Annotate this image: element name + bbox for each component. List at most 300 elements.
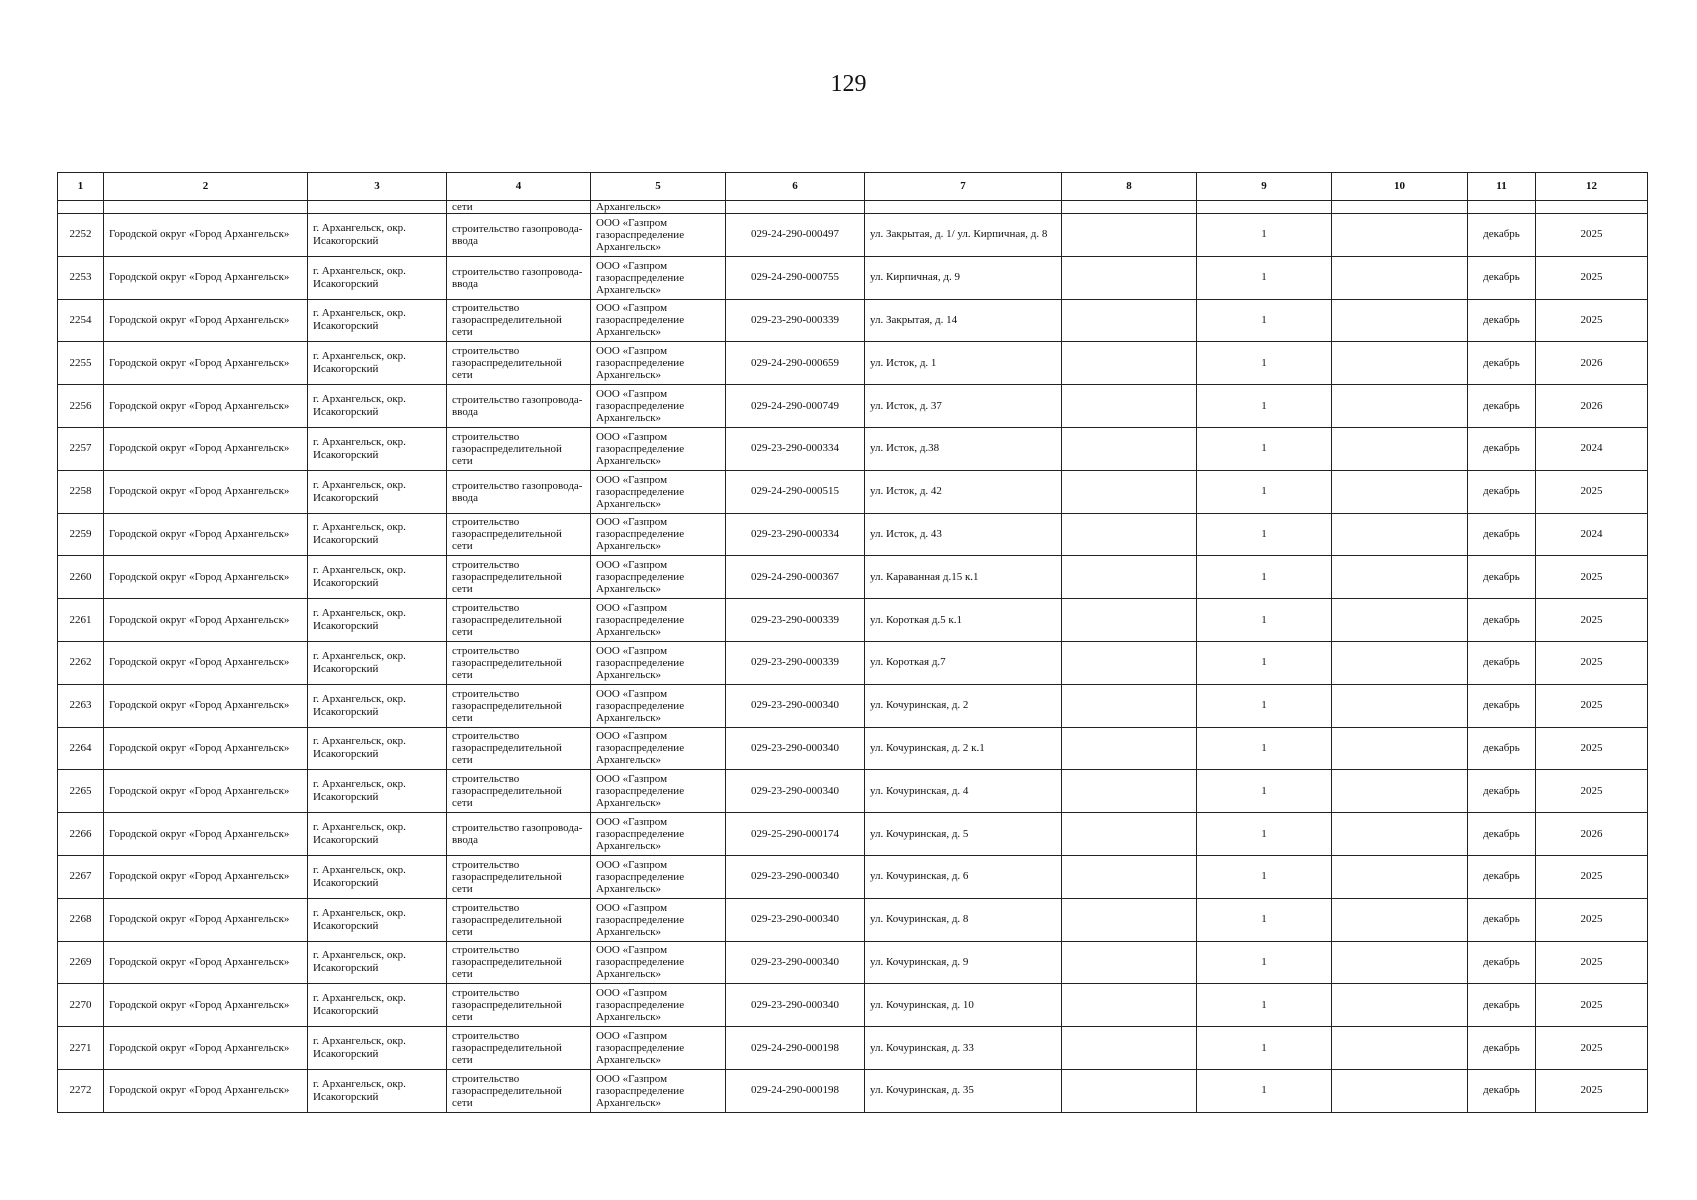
locality-cell: г. Архангельск, окр. Исакогорский — [308, 898, 447, 941]
object-code-cell: 029-23-290-000340 — [726, 941, 865, 984]
district-cell: Городской округ «Город Архангельск» — [104, 813, 308, 856]
work-type-cell: строительство газораспределительной сети — [447, 556, 591, 599]
table-row — [58, 770, 1648, 813]
month-cell: декабрь — [1468, 1027, 1536, 1070]
address-cell: ул. Исток, д. 1 — [865, 342, 1062, 385]
column-10-cell — [1332, 641, 1468, 684]
year-cell: 2024 — [1536, 513, 1648, 556]
address-cell: ул. Короткая д.7 — [865, 641, 1062, 684]
address-cell: ул. Кочуринская, д. 4 — [865, 770, 1062, 813]
organization-cell: ООО «Газпром газораспределение Архангельск» — [591, 1027, 726, 1070]
year-cell: 2025 — [1536, 214, 1648, 257]
work-type-cell: строительство газораспределительной сети — [447, 427, 591, 470]
row-number-cell: 2263 — [58, 684, 104, 727]
organization-cell: ООО «Газпром газораспределение Архангельск» — [591, 898, 726, 941]
column-9-cell: 1 — [1197, 556, 1332, 599]
work-type-cell: строительство газораспределительной сети — [447, 1027, 591, 1070]
work-type-cell: строительство газопровода-ввода — [447, 385, 591, 428]
work-type-cell: строительство газопровода-ввода — [447, 813, 591, 856]
locality-cell: г. Архангельск, окр. Исакогорский — [308, 1027, 447, 1070]
column-8-cell — [1062, 256, 1197, 299]
column-8-cell — [1062, 641, 1197, 684]
address-cell: ул. Исток, д. 42 — [865, 470, 1062, 513]
organization-cell: ООО «Газпром газораспределение Архангельск» — [591, 813, 726, 856]
column-9-cell: 1 — [1197, 513, 1332, 556]
year-cell: 2026 — [1536, 813, 1648, 856]
year-cell: 2026 — [1536, 385, 1648, 428]
locality-cell: г. Архангельск, окр. Исакогорский — [308, 855, 447, 898]
header-cell: 1 — [58, 173, 104, 201]
header-cell: 12 — [1536, 173, 1648, 201]
organization-cell: ООО «Газпром газораспределение Архангельск» — [591, 342, 726, 385]
address-cell: ул. Кочуринская, д. 35 — [865, 1069, 1062, 1112]
year-cell: 2025 — [1536, 684, 1648, 727]
column-9-cell: 1 — [1197, 1027, 1332, 1070]
work-type-cell: строительство газораспределительной сети — [447, 1069, 591, 1112]
table-row — [58, 898, 1648, 941]
month-cell: декабрь — [1468, 941, 1536, 984]
work-type-cell: строительство газораспределительной сети — [447, 641, 591, 684]
organization-cell: ООО «Газпром газораспределение Архангельск» — [591, 1069, 726, 1112]
row-number-cell: 2258 — [58, 470, 104, 513]
table-row — [58, 556, 1648, 599]
locality-cell: г. Архангельск, окр. Исакогорский — [308, 727, 447, 770]
locality-cell: г. Архангельск, окр. Исакогорский — [308, 1069, 447, 1112]
object-code-cell: 029-24-290-000515 — [726, 470, 865, 513]
cell — [58, 201, 104, 214]
district-cell: Городской округ «Город Архангельск» — [104, 898, 308, 941]
object-code-cell: 029-24-290-000749 — [726, 385, 865, 428]
table-row — [58, 984, 1648, 1027]
address-cell: ул. Кочуринская, д. 8 — [865, 898, 1062, 941]
column-9-cell: 1 — [1197, 214, 1332, 257]
month-cell: декабрь — [1468, 599, 1536, 642]
object-code-cell: 029-23-290-000340 — [726, 984, 865, 1027]
table-row — [58, 256, 1648, 299]
row-number-cell: 2270 — [58, 984, 104, 1027]
address-cell: ул. Кирпичная, д. 9 — [865, 256, 1062, 299]
work-type-cell: строительство газораспределительной сети — [447, 898, 591, 941]
table-row — [58, 641, 1648, 684]
district-cell: Городской округ «Город Архангельск» — [104, 770, 308, 813]
district-cell: Городской округ «Город Архангельск» — [104, 385, 308, 428]
row-number-cell: 2265 — [58, 770, 104, 813]
column-8-cell — [1062, 984, 1197, 1027]
column-8-cell — [1062, 727, 1197, 770]
year-cell: 2024 — [1536, 427, 1648, 470]
column-10-cell — [1332, 941, 1468, 984]
column-10-cell — [1332, 214, 1468, 257]
work-type-cell: строительство газораспределительной сети — [447, 855, 591, 898]
organization-cell: ООО «Газпром газораспределение Архангельск» — [591, 684, 726, 727]
column-10-cell — [1332, 342, 1468, 385]
locality-cell: г. Архангельск, окр. Исакогорский — [308, 470, 447, 513]
organization-cell: ООО «Газпром газораспределение Архангельск» — [591, 855, 726, 898]
locality-cell: г. Архангельск, окр. Исакогорский — [308, 770, 447, 813]
row-number-cell: 2255 — [58, 342, 104, 385]
district-cell: Городской округ «Город Архангельск» — [104, 984, 308, 1027]
year-cell: 2025 — [1536, 984, 1648, 1027]
column-8-cell — [1062, 513, 1197, 556]
column-10-cell — [1332, 1069, 1468, 1112]
column-10-cell — [1332, 513, 1468, 556]
cell — [865, 201, 1062, 214]
month-cell: декабрь — [1468, 470, 1536, 513]
cell — [1062, 201, 1197, 214]
cell: Архангельск» — [591, 201, 726, 214]
column-9-cell: 1 — [1197, 599, 1332, 642]
header-cell: 3 — [308, 173, 447, 201]
column-9-cell: 1 — [1197, 299, 1332, 342]
column-8-cell — [1062, 299, 1197, 342]
year-cell: 2025 — [1536, 727, 1648, 770]
column-10-cell — [1332, 770, 1468, 813]
column-8-cell — [1062, 684, 1197, 727]
month-cell: декабрь — [1468, 513, 1536, 556]
table-row — [58, 214, 1648, 257]
page-number: 129 — [830, 71, 867, 97]
table-row — [58, 941, 1648, 984]
organization-cell: ООО «Газпром газораспределение Архангельск» — [591, 513, 726, 556]
column-10-cell — [1332, 855, 1468, 898]
table-body — [58, 201, 1648, 1113]
header-cell: 10 — [1332, 173, 1468, 201]
district-cell: Городской округ «Город Архангельск» — [104, 556, 308, 599]
address-cell: ул. Караванная д.15 к.1 — [865, 556, 1062, 599]
table-row — [58, 599, 1648, 642]
month-cell: декабрь — [1468, 1069, 1536, 1112]
column-10-cell — [1332, 898, 1468, 941]
column-10-cell — [1332, 1027, 1468, 1070]
district-cell: Городской округ «Город Архангельск» — [104, 599, 308, 642]
organization-cell: ООО «Газпром газораспределение Архангельск» — [591, 727, 726, 770]
table-row — [58, 684, 1648, 727]
district-cell: Городской округ «Город Архангельск» — [104, 299, 308, 342]
table-row — [58, 427, 1648, 470]
column-10-cell — [1332, 684, 1468, 727]
month-cell: декабрь — [1468, 813, 1536, 856]
object-code-cell: 029-24-290-000497 — [726, 214, 865, 257]
column-9-cell: 1 — [1197, 941, 1332, 984]
organization-cell: ООО «Газпром газораспределение Архангельск» — [591, 427, 726, 470]
column-9-cell: 1 — [1197, 641, 1332, 684]
row-number-cell: 2267 — [58, 855, 104, 898]
column-10-cell — [1332, 470, 1468, 513]
work-type-cell: строительство газораспределительной сети — [447, 984, 591, 1027]
month-cell: декабрь — [1468, 855, 1536, 898]
district-cell: Городской округ «Город Архангельск» — [104, 684, 308, 727]
column-8-cell — [1062, 556, 1197, 599]
district-cell: Городской округ «Город Архангельск» — [104, 427, 308, 470]
year-cell: 2025 — [1536, 641, 1648, 684]
column-8-cell — [1062, 342, 1197, 385]
row-number-cell: 2261 — [58, 599, 104, 642]
work-type-cell: строительство газопровода-ввода — [447, 470, 591, 513]
header-cell: 5 — [591, 173, 726, 201]
object-code-cell: 029-23-290-000339 — [726, 599, 865, 642]
organization-cell: ООО «Газпром газораспределение Архангельск» — [591, 941, 726, 984]
month-cell: декабрь — [1468, 556, 1536, 599]
organization-cell: ООО «Газпром газораспределение Архангельск» — [591, 385, 726, 428]
column-8-cell — [1062, 813, 1197, 856]
column-8-cell — [1062, 427, 1197, 470]
organization-cell: ООО «Газпром газораспределение Архангельск» — [591, 984, 726, 1027]
table-row — [58, 813, 1648, 856]
column-8-cell — [1062, 898, 1197, 941]
address-cell: ул. Кочуринская, д. 5 — [865, 813, 1062, 856]
column-8-cell — [1062, 1069, 1197, 1112]
month-cell: декабрь — [1468, 641, 1536, 684]
object-code-cell: 029-25-290-000174 — [726, 813, 865, 856]
header-cell: 2 — [104, 173, 308, 201]
row-number-cell: 2269 — [58, 941, 104, 984]
column-10-cell — [1332, 984, 1468, 1027]
row-number-cell: 2262 — [58, 641, 104, 684]
column-8-cell — [1062, 470, 1197, 513]
column-9-cell: 1 — [1197, 385, 1332, 428]
column-8-cell — [1062, 599, 1197, 642]
district-cell: Городской округ «Город Архангельск» — [104, 855, 308, 898]
object-code-cell: 029-23-290-000339 — [726, 299, 865, 342]
address-cell: ул. Кочуринская, д. 6 — [865, 855, 1062, 898]
cell — [1468, 201, 1536, 214]
locality-cell: г. Архангельск, окр. Исакогорский — [308, 342, 447, 385]
locality-cell: г. Архангельск, окр. Исакогорский — [308, 385, 447, 428]
row-number-cell: 2260 — [58, 556, 104, 599]
year-cell: 2025 — [1536, 1027, 1648, 1070]
address-cell: ул. Кочуринская, д. 33 — [865, 1027, 1062, 1070]
row-number-cell: 2266 — [58, 813, 104, 856]
year-cell: 2025 — [1536, 470, 1648, 513]
table-row — [58, 342, 1648, 385]
month-cell: декабрь — [1468, 256, 1536, 299]
month-cell: декабрь — [1468, 385, 1536, 428]
column-8-cell — [1062, 941, 1197, 984]
work-type-cell: строительство газопровода-ввода — [447, 214, 591, 257]
row-number-cell: 2252 — [58, 214, 104, 257]
column-9-cell: 1 — [1197, 855, 1332, 898]
column-9-cell: 1 — [1197, 727, 1332, 770]
object-code-cell: 029-23-290-000340 — [726, 855, 865, 898]
organization-cell: ООО «Газпром газораспределение Архангельск» — [591, 470, 726, 513]
table-row — [58, 385, 1648, 428]
district-cell: Городской округ «Город Архангельск» — [104, 214, 308, 257]
district-cell: Городской округ «Город Архангельск» — [104, 342, 308, 385]
row-number-cell: 2264 — [58, 727, 104, 770]
month-cell: декабрь — [1468, 427, 1536, 470]
column-9-cell: 1 — [1197, 813, 1332, 856]
header-cell: 7 — [865, 173, 1062, 201]
header-cell: 8 — [1062, 173, 1197, 201]
row-number-cell: 2254 — [58, 299, 104, 342]
object-code-cell: 029-23-290-000340 — [726, 727, 865, 770]
locality-cell: г. Архангельск, окр. Исакогорский — [308, 556, 447, 599]
month-cell: декабрь — [1468, 727, 1536, 770]
district-cell: Городской округ «Город Архангельск» — [104, 641, 308, 684]
column-10-cell — [1332, 427, 1468, 470]
work-type-cell: строительство газопровода-ввода — [447, 256, 591, 299]
work-type-cell: строительство газораспределительной сети — [447, 342, 591, 385]
row-number-cell: 2268 — [58, 898, 104, 941]
locality-cell: г. Архангельск, окр. Исакогорский — [308, 513, 447, 556]
locality-cell: г. Архангельск, окр. Исакогорский — [308, 684, 447, 727]
object-code-cell: 029-23-290-000340 — [726, 684, 865, 727]
work-type-cell: строительство газораспределительной сети — [447, 684, 591, 727]
object-code-cell: 029-24-290-000367 — [726, 556, 865, 599]
district-cell: Городской округ «Город Архангельск» — [104, 256, 308, 299]
column-8-cell — [1062, 1027, 1197, 1070]
column-number-header — [58, 173, 1648, 201]
continuation-row — [58, 201, 1648, 214]
organization-cell: ООО «Газпром газораспределение Архангельск» — [591, 599, 726, 642]
column-10-cell — [1332, 813, 1468, 856]
address-cell: ул. Кочуринская, д. 2 — [865, 684, 1062, 727]
month-cell: декабрь — [1468, 214, 1536, 257]
address-cell: ул. Кочуринская, д. 10 — [865, 984, 1062, 1027]
object-code-cell: 029-23-290-000339 — [726, 641, 865, 684]
table-row — [58, 1027, 1648, 1070]
column-10-cell — [1332, 256, 1468, 299]
locality-cell: г. Архангельск, окр. Исакогорский — [308, 256, 447, 299]
work-type-cell: строительство газораспределительной сети — [447, 299, 591, 342]
address-cell: ул. Исток, д. 37 — [865, 385, 1062, 428]
row-number-cell: 2271 — [58, 1027, 104, 1070]
cell — [104, 201, 308, 214]
locality-cell: г. Архангельск, окр. Исакогорский — [308, 984, 447, 1027]
district-cell: Городской округ «Город Архангельск» — [104, 513, 308, 556]
organization-cell: ООО «Газпром газораспределение Архангельск» — [591, 214, 726, 257]
header-cell: 6 — [726, 173, 865, 201]
column-10-cell — [1332, 385, 1468, 428]
cell — [308, 201, 447, 214]
address-cell: ул. Исток, д. 43 — [865, 513, 1062, 556]
organization-cell: ООО «Газпром газораспределение Архангельск» — [591, 299, 726, 342]
locality-cell: г. Архангельск, окр. Исакогорский — [308, 299, 447, 342]
row-number-cell: 2253 — [58, 256, 104, 299]
row-number-cell: 2256 — [58, 385, 104, 428]
register-table — [57, 172, 1648, 1113]
column-8-cell — [1062, 214, 1197, 257]
row-number-cell: 2259 — [58, 513, 104, 556]
table-row — [58, 1069, 1648, 1112]
object-code-cell: 029-23-290-000340 — [726, 770, 865, 813]
locality-cell: г. Архангельск, окр. Исакогорский — [308, 813, 447, 856]
row-number-cell: 2272 — [58, 1069, 104, 1112]
month-cell: декабрь — [1468, 299, 1536, 342]
cell — [726, 201, 865, 214]
column-9-cell: 1 — [1197, 898, 1332, 941]
address-cell: ул. Короткая д.5 к.1 — [865, 599, 1062, 642]
header-cell: 9 — [1197, 173, 1332, 201]
organization-cell: ООО «Газпром газораспределение Архангельск» — [591, 770, 726, 813]
month-cell: декабрь — [1468, 984, 1536, 1027]
month-cell: декабрь — [1468, 342, 1536, 385]
column-9-cell: 1 — [1197, 342, 1332, 385]
object-code-cell: 029-23-290-000334 — [726, 513, 865, 556]
locality-cell: г. Архангельск, окр. Исакогорский — [308, 641, 447, 684]
year-cell: 2025 — [1536, 599, 1648, 642]
address-cell: ул. Закрытая, д. 14 — [865, 299, 1062, 342]
year-cell: 2025 — [1536, 898, 1648, 941]
object-code-cell: 029-24-290-000198 — [726, 1027, 865, 1070]
header-cell: 4 — [447, 173, 591, 201]
locality-cell: г. Архангельск, окр. Исакогорский — [308, 427, 447, 470]
cell — [1332, 201, 1468, 214]
year-cell: 2025 — [1536, 299, 1648, 342]
object-code-cell: 029-24-290-000198 — [726, 1069, 865, 1112]
column-9-cell: 1 — [1197, 427, 1332, 470]
month-cell: декабрь — [1468, 898, 1536, 941]
column-10-cell — [1332, 556, 1468, 599]
table-row — [58, 470, 1648, 513]
district-cell: Городской округ «Город Архангельск» — [104, 470, 308, 513]
table-row — [58, 299, 1648, 342]
work-type-cell: строительство газораспределительной сети — [447, 770, 591, 813]
year-cell: 2025 — [1536, 770, 1648, 813]
column-10-cell — [1332, 727, 1468, 770]
cell — [1536, 201, 1648, 214]
address-cell: ул. Кочуринская, д. 2 к.1 — [865, 727, 1062, 770]
cell: сети — [447, 201, 591, 214]
work-type-cell: строительство газораспределительной сети — [447, 727, 591, 770]
column-8-cell — [1062, 385, 1197, 428]
work-type-cell: строительство газораспределительной сети — [447, 513, 591, 556]
district-cell: Городской округ «Город Архангельск» — [104, 1069, 308, 1112]
work-type-cell: строительство газораспределительной сети — [447, 941, 591, 984]
district-cell: Городской округ «Город Архангельск» — [104, 1027, 308, 1070]
district-cell: Городской округ «Город Архангельск» — [104, 727, 308, 770]
column-9-cell: 1 — [1197, 984, 1332, 1027]
object-code-cell: 029-23-290-000334 — [726, 427, 865, 470]
column-9-cell: 1 — [1197, 256, 1332, 299]
column-9-cell: 1 — [1197, 684, 1332, 727]
column-9-cell: 1 — [1197, 770, 1332, 813]
object-code-cell: 029-24-290-000755 — [726, 256, 865, 299]
year-cell: 2025 — [1536, 1069, 1648, 1112]
year-cell: 2025 — [1536, 556, 1648, 599]
table-row — [58, 727, 1648, 770]
locality-cell: г. Архангельск, окр. Исакогорский — [308, 599, 447, 642]
district-cell: Городской округ «Город Архангельск» — [104, 941, 308, 984]
object-code-cell: 029-23-290-000340 — [726, 898, 865, 941]
work-type-cell: строительство газораспределительной сети — [447, 599, 591, 642]
year-cell: 2025 — [1536, 855, 1648, 898]
cell — [1197, 201, 1332, 214]
month-cell: декабрь — [1468, 770, 1536, 813]
organization-cell: ООО «Газпром газораспределение Архангельск» — [591, 556, 726, 599]
locality-cell: г. Архангельск, окр. Исакогорский — [308, 214, 447, 257]
column-8-cell — [1062, 770, 1197, 813]
address-cell: ул. Закрытая, д. 1/ ул. Кирпичная, д. 8 — [865, 214, 1062, 257]
organization-cell: ООО «Газпром газораспределение Архангельск» — [591, 256, 726, 299]
year-cell: 2025 — [1536, 941, 1648, 984]
address-cell: ул. Кочуринская, д. 9 — [865, 941, 1062, 984]
column-8-cell — [1062, 855, 1197, 898]
object-code-cell: 029-24-290-000659 — [726, 342, 865, 385]
column-9-cell: 1 — [1197, 470, 1332, 513]
column-9-cell: 1 — [1197, 1069, 1332, 1112]
table-row — [58, 855, 1648, 898]
organization-cell: ООО «Газпром газораспределение Архангельск» — [591, 641, 726, 684]
year-cell: 2026 — [1536, 342, 1648, 385]
header-cell: 11 — [1468, 173, 1536, 201]
year-cell: 2025 — [1536, 256, 1648, 299]
address-cell: ул. Исток, д.38 — [865, 427, 1062, 470]
table-row — [58, 513, 1648, 556]
row-number-cell: 2257 — [58, 427, 104, 470]
month-cell: декабрь — [1468, 684, 1536, 727]
locality-cell: г. Архангельск, окр. Исакогорский — [308, 941, 447, 984]
